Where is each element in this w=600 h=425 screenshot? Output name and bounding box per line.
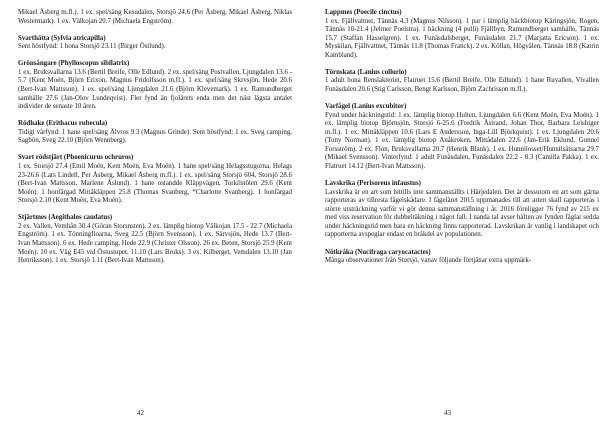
species-title: Svart rödstjärt (Phoenicurus ochruros) — [18, 154, 134, 162]
species-title: Lappmes (Poecile cinctus) — [325, 9, 402, 16]
species-entry — [325, 180, 599, 240]
continued-entry — [18, 9, 292, 26]
species-entry — [325, 9, 599, 60]
entry-text: Sent höstfynd: 1 hona Storsjö 23.11 (Birger Östlund). — [18, 43, 166, 51]
species-title: Svarthätta (Sylvia atricapilla) — [18, 34, 106, 42]
species-entry — [18, 60, 292, 111]
species-title: Stjärtmes (Aegithalos caudatus) — [18, 214, 113, 222]
species-entry — [18, 120, 292, 146]
entry-text: 1 adult hona Renslakteriet, Flatruet 15.6 (Bertil Breife, Olle Edlund). 1 hane Ruvallen, Vivallen Funäsdalen 20.6 (Stig Carlsson, Bengt Karlsson, Björn Zachrisson m.fl.). — [325, 77, 599, 93]
entry-text: Fynd under häckningstid: 1 ex. lämplig biotop Hulten, Ljungdalen 6.6 (Kent Moén, Eva Moén). 1 ex. lämplig biotop Björnsjön, Storsjö 6-25.6 (Fredrik Åstrand, Johan Thor, Barbara Leisbiger m.fl.). 1 ex. Mittåkläppen 10.6 (Lars E Andersson, Inga-Lill Björkquist). 1 ex. Ljungdalen 20.6 (Tony Norman). 1 ex. lämplig biotop Anåkroken, Mittådalen 22.6 (Jan-Erik Eklund, Gunnel Forsström). 2 ex. Flon, Bruksvallarna 20.7 (Henrik Blank). 1 ex. Hunnilosset/Hunnilsåtsarna 29.7 (Mikael Svensson). Vinterfynd: 1 adult Funäsdalen, Funäsdalen 22.2 - 8.3 (Camilla Pakka). 1 ex. Flatruet 14.12 (Bert-Ivan Mattsson). — [325, 111, 599, 170]
entry-text: 2 ex. Vallen, Vemhån 30.4 (Göran Storsnsten). 2 ex. lämplig biotop Välkojan 17.5 - 22.7 (Michaela Engström). 1 ex. Tönningfloarna, Sveg 22.5 (Björn Svensson). 1 ex. Särvsjön, Hede 13.7 (Bert-Ivan Mattsson). 6 ex. Hede camping, Hede 22.9 (Christer Olsson). 26 ex. Beten, Storsjö 25.9 (Kent Moén). 10 ex. Väg E45 vid Östustupet. 11.10 (Lars Bruks). 3 ex. Kilberget, Vemdalen 13.10 (Jan Henriksson). 1 ex. Storsjö 1.11 (Bert-Ivan Mattsson). — [18, 222, 292, 265]
entry-text: 1 ex. Bruksvallarna 13.6 (Bertil Breife, Olle Edlund). 2 ex. spel/säng Postvallen, Ljungdalen 13.6 - 5.7 (Kent Moén, Björn Erixon, Magnus Fridolfsson m.fl.). 1 ex. spel/säng Skrvsjön, Hede 20.6 (Bert-Ivan Mattsson). 1 ex. spel/säng Ljungdalen 21.6 (Björn Klevemark). 1 ex. Ramundberget samhälle 27.6 (Jan-Olov Lundeqvist). Fler fynd än fjolårets enda men det näst lägsta antalet individer de senaste 10 åren. — [18, 68, 292, 111]
entry-text: Lavskrika är en art som hittills inte sammanställts i Härjedalen. Det är dessutom en art som gärna rapporteras av tillresta fågelskådare. I fågelåret 2015 uppmanades till att arten skall rapporteras i större utsträckning varför vi gör denna sammanställning i år. 2016 föreligger 76 fynd av 215 ex med viss reservation för dubbelräkning i något fall. I nanda tal avser häften av fynden fåglar sedda under häckningstid men bara en häckning finns rapporterad. Lavskrikan är vanlig i landskapet och rapporterna avspeglar endast en bråkdel av populationen. — [325, 188, 599, 239]
entry-text: Mikael Åsberg m.fl.). 1 ex. spel/säng Kesudalen, Storsjö 24.6 (Per Åsberg, Mikael Åsberg, Niklas Westermark). 1 ex. Välkojan 20.7 (Michaela Engström). — [18, 9, 292, 25]
entry-text: 1 ex. Storsjö 27.4 (Emil Moén, Kent Moén, Eva Moén). 1 hane spel/säng Helagsstugorna, Helags 23-26.6 (Lars Lindell, Per Åsberg, Mikael Åsberg m.fl.). 1 ex. spel/säng Storsjö 604, Storsjö 28.6 (Bert-Ivan Mattsson, Marlene Åslund). 1 hane ostandde Kläppvägen, Torkilstöten 29.6 (Kent Moén). 1 honfärgad Mittåkläppen 25.8 (Thomas Svanberg, *Charlotte Svanberg). 1 honfärgad Storsjö 2.10 (Kent Moén, Eva Moén). — [18, 163, 292, 205]
species-entry — [325, 103, 599, 171]
species-title: Lavskrika (Perisoreus infaustus) — [325, 180, 421, 188]
species-entry — [325, 249, 599, 266]
species-entry — [18, 154, 292, 205]
species-entry — [18, 35, 292, 52]
species-title: Nötkråka (Nucifraga caryocatactes) — [325, 248, 431, 256]
left-column — [18, 9, 292, 274]
entry-text: Tidigt vårfynd: 1 hane spel/säng Älvros 9.3 (Magnus Grinde). Sent höstfynd: 1 ex. Sveg camping, Sagbön, Sveg 22.10 (Björn Wennberg). — [18, 128, 292, 145]
species-title: Rödhake (Erithacus rubecula) — [18, 120, 108, 128]
species-title: Grönsångare (Phylloscopus sibilatrix) — [18, 60, 130, 68]
page-number: 42 — [137, 409, 144, 417]
species-entry — [325, 69, 599, 95]
species-entry — [18, 214, 292, 265]
entry-text: 1 ex. Fjällvattnet, Tännäs 4.3 (Magnus Nilsson). 1 par i lämplig häckbiotop Käringsjön, Rogen, Tännäs 10-21.4 (Jelmer Poelstra). 1 häckning (4 pulli) Fjällbyn, Ramundberget samhälle, Tännäs 15.7 (Staffan Hasselgren). 1 ex. Funäsdalsberget, Funäsdalen 21.7 (Marjatta Ericson). 1 ex. Myskilan, Fjällvattnet, Tännäs 11.8 (Thomas Franck). 2 ex. Köllan, Högvålen, Tännäs 18.8 (Katrin Kambland). — [325, 17, 599, 59]
entry-text: Många observationer från Storsjö, vanav följande förtjänar extra uppmärk- — [325, 257, 532, 265]
species-title: Varfågel (Lanius excubitor) — [325, 103, 407, 111]
left-page — [18, 0, 292, 425]
right-column — [325, 9, 599, 274]
page-number: 43 — [444, 409, 451, 417]
right-page — [325, 0, 599, 425]
species-title: Törnskata (Lanius collurio) — [325, 68, 407, 76]
